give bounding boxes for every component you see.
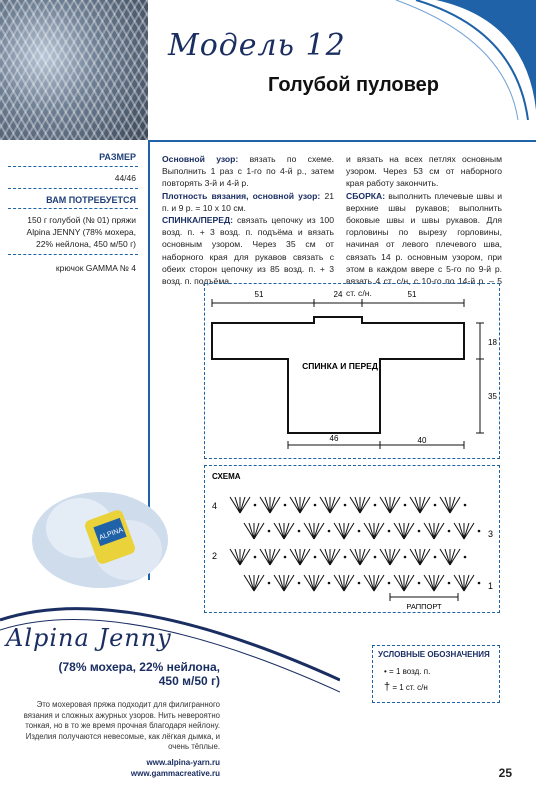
materials-line: Alpina JENNY (78% мохера, — [26, 227, 136, 237]
dot-icon: • — [384, 667, 387, 676]
row-label: 3 — [488, 529, 494, 539]
crochet-fan — [320, 497, 346, 513]
crochet-fan — [454, 575, 480, 591]
materials-line: 150 г голубой (№ 01) пряжи — [27, 215, 136, 225]
dim-right-2: 35 — [488, 392, 497, 401]
materials-heading: ВАМ ПОТРЕБУЕТСЯ — [46, 195, 136, 205]
materials-line: 22% нейлона, 450 м/50 г) — [36, 239, 136, 249]
legend-title: УСЛОВНЫЕ ОБОЗНАЧЕНИЯ — [378, 650, 490, 659]
crochet-fan — [230, 497, 256, 513]
dim-bottom-2: 40 — [417, 436, 427, 445]
composition-line: (78% мохера, 22% нейлона, — [58, 660, 220, 674]
row-label: 1 — [488, 581, 494, 591]
crochet-fan — [394, 575, 420, 591]
repeat-label: РАППОРТ — [406, 602, 442, 611]
crochet-fan — [410, 497, 436, 513]
header-divider — [148, 140, 536, 142]
page-number: 25 — [498, 766, 512, 780]
back-front-text-cont: и вязать на всех петлях основным узором. Через 53 см от наборного края работу закончить. — [346, 154, 502, 189]
crochet-fan — [424, 523, 450, 539]
crochet-fan — [350, 549, 376, 565]
materials-list — [27, 214, 136, 250]
yarn-description: Это мохеровая пряжа подходит для филигранного вязания и сложных ажурных узоров. Нить невероятно тонкая, но в то же время прочная благодаря нейлону. Изделия получаются невесомые, как лёгкая дымка, и очень тёплые. — [23, 700, 220, 751]
crochet-fan — [364, 523, 390, 539]
crochet-fan — [290, 497, 316, 513]
crochet-fan — [380, 497, 406, 513]
crochet-fan — [440, 549, 466, 565]
divider — [8, 166, 138, 167]
pattern-text: вязать по схеме. Выполнить 1 раз с 1-го по 4-й р., затем повторять 3-й и 4-й р. — [162, 154, 334, 189]
dim-top-3: 51 — [407, 290, 417, 299]
legend-item — [384, 681, 428, 693]
crochet-fan — [424, 575, 450, 591]
legend-text: = 1 возд. п. — [389, 667, 431, 676]
crochet-fan — [350, 497, 376, 513]
crochet-fan — [260, 497, 286, 513]
crochet-fan — [454, 523, 480, 539]
row-label: 2 — [212, 551, 218, 561]
dagger-icon: † — [384, 681, 391, 693]
hook-info: крючок GAMMA № 4 — [55, 263, 136, 273]
website-link[interactable]: www.gammacreative.ru — [130, 769, 220, 778]
assembly-heading: СБОРКА: — [346, 190, 386, 201]
dim-right-1: 18 — [488, 338, 497, 347]
gauge-heading: Плотность вязания, основной узор: — [162, 190, 321, 201]
gauge-text: 21 п. и 9 р. = 10 х 10 см. — [162, 190, 334, 213]
sweater-texture-photo — [0, 0, 148, 140]
dim-top-1: 51 — [254, 290, 264, 299]
assembly-text: выполнить плечевые швы и верхние швы рукавов; выполнить боковые швы и швы рукавов. Для горловины по вырезу горловины, начиная от левого плечевого шва, связать 14 р. основным узором, при этом в каждом ввере с 5-го по 9-й р. вязать 4 ст. с/н, с 10-го по 14-й р. – 5 ст. с/н. — [346, 190, 502, 299]
divider — [8, 208, 138, 209]
crochet-fan — [380, 549, 406, 565]
crochet-fan — [304, 523, 330, 539]
row-label: 4 — [212, 501, 218, 511]
composition-line: 450 м/50 г) — [158, 674, 220, 688]
brand-name: Alpina Jenny — [6, 624, 172, 652]
page-title: Голубой пуловер — [268, 74, 440, 96]
divider — [8, 188, 138, 189]
pattern-heading: Основной узор: — [162, 154, 239, 164]
crochet-fan — [244, 523, 270, 539]
pattern-label: СПИНКА И ПЕРЕД — [302, 361, 378, 371]
yarn-skein-image — [28, 470, 173, 600]
size-heading: РАЗМЕР — [99, 152, 136, 162]
legend-text: = 1 ст. с/н — [392, 683, 428, 692]
instructions-col-1 — [162, 153, 334, 287]
crochet-fan — [364, 575, 390, 591]
back-front-heading: СПИНКА/ПЕРЕД: — [162, 215, 233, 226]
instructions-col-2 — [346, 153, 502, 299]
website-link[interactable]: www.alpina-yarn.ru — [146, 758, 220, 767]
yarn-composition — [30, 660, 220, 688]
dim-top-2: 24 — [333, 290, 343, 299]
scheme-title: СХЕМА — [212, 472, 241, 481]
crochet-fan — [394, 523, 420, 539]
crochet-fan — [440, 497, 466, 513]
pattern-diagram — [204, 283, 500, 459]
size-value: 44/46 — [114, 173, 136, 183]
crochet-fan — [410, 549, 436, 565]
crochet-fan — [274, 523, 300, 539]
dim-bottom-1: 46 — [329, 434, 339, 443]
model-number: Модель 12 — [168, 28, 346, 63]
legend-item — [384, 667, 430, 676]
divider — [8, 254, 138, 255]
crochet-fan — [334, 523, 360, 539]
yarn-label: ALPINA — [98, 526, 125, 542]
back-front-text: связать цепочку из 100 возд. п. + 3 возд. п. подъёма и вязать основным узором. Через 35 см от наборного края для рукавов связать с обеих сторон цепочку из 85 возд. п. + 3 возд. п. подъёма — [162, 215, 334, 287]
header-decoration — [376, 0, 536, 120]
